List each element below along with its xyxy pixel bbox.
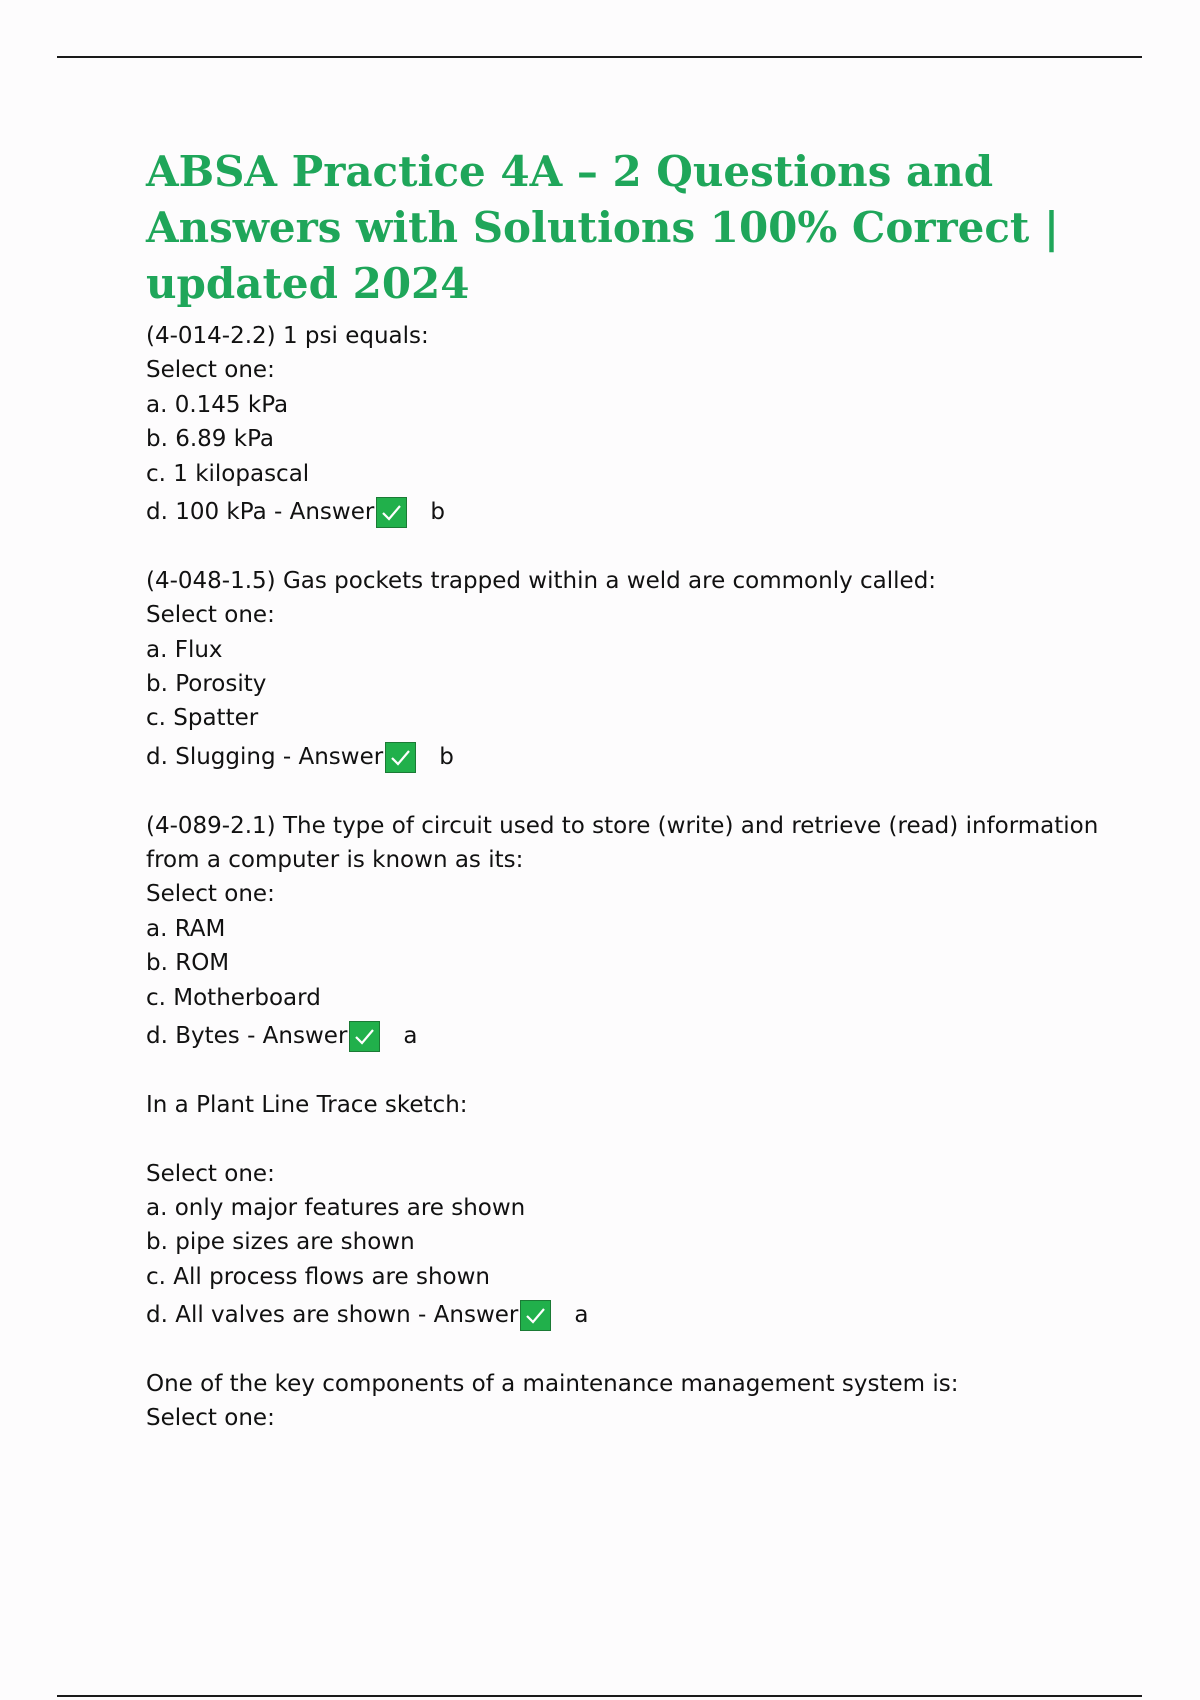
select-prompt: Select one: bbox=[146, 1405, 275, 1432]
option-b: b. pipe sizes are shown bbox=[146, 1229, 415, 1256]
option-c: c. Spatter bbox=[146, 705, 259, 732]
answer-value: a bbox=[403, 1023, 418, 1050]
answer-value: a bbox=[574, 1302, 589, 1329]
option-d: d. Bytes - Answer bbox=[146, 1023, 348, 1050]
option-b: b. Porosity bbox=[146, 671, 267, 698]
option-b: b. ROM bbox=[146, 950, 230, 977]
select-prompt: Select one: bbox=[146, 881, 275, 908]
question-list bbox=[146, 319, 1106, 1470]
answer-line bbox=[146, 740, 1106, 774]
option-c: c. All process flows are shown bbox=[146, 1263, 490, 1290]
question-text: One of the key components of a maintenance management system is: bbox=[146, 1371, 959, 1398]
option-a: a. only major features are shown bbox=[146, 1195, 526, 1222]
question-text: (4-014-2.2) 1 psi equals: bbox=[146, 323, 429, 349]
question-block bbox=[146, 319, 1106, 529]
option-d: d. 100 kPa - Answer bbox=[146, 499, 375, 526]
option-a: a. RAM bbox=[146, 915, 226, 942]
answer-line bbox=[146, 495, 1106, 529]
question-block bbox=[146, 809, 1106, 1054]
check-box-icon bbox=[376, 497, 407, 528]
option-c: c. Motherboard bbox=[146, 984, 321, 1011]
option-a: a. 0.145 kPa bbox=[146, 391, 289, 418]
check-box-icon bbox=[520, 1300, 551, 1331]
question-block bbox=[146, 564, 1106, 774]
select-prompt: Select one: bbox=[146, 602, 275, 629]
document-title: ABSA Practice 4A – 2 Questions and Answers with Solutions 100% Correct | updated 2024 bbox=[146, 147, 1060, 308]
question-text: (4-048-1.5) Gas pockets trapped within a weld are commonly called: bbox=[146, 567, 937, 594]
answer-value: b bbox=[430, 499, 445, 526]
answer-value: b bbox=[439, 743, 454, 770]
question-text: In a Plant Line Trace sketch: bbox=[146, 1091, 468, 1118]
select-prompt: Select one: bbox=[146, 1160, 275, 1187]
question-text: (4-089-2.1) The type of circuit used to store (write) and retrieve (read) information from a computer is known as its: bbox=[146, 812, 1099, 874]
select-prompt: Select one: bbox=[146, 357, 275, 384]
check-box-icon bbox=[349, 1021, 380, 1052]
option-b: b. 6.89 kPa bbox=[146, 426, 274, 453]
answer-line bbox=[146, 1298, 1106, 1332]
top-rule bbox=[57, 56, 1142, 58]
question-block bbox=[146, 1367, 1106, 1436]
question-block bbox=[146, 1088, 1106, 1333]
option-d: d. Slugging - Answer bbox=[146, 743, 384, 770]
option-a: a. Flux bbox=[146, 636, 223, 663]
check-box-icon bbox=[385, 742, 416, 773]
option-c: c. 1 kilopascal bbox=[146, 460, 310, 487]
option-d: d. All valves are shown - Answer bbox=[146, 1302, 519, 1329]
bottom-rule bbox=[57, 1695, 1142, 1697]
answer-line bbox=[146, 1019, 1106, 1053]
